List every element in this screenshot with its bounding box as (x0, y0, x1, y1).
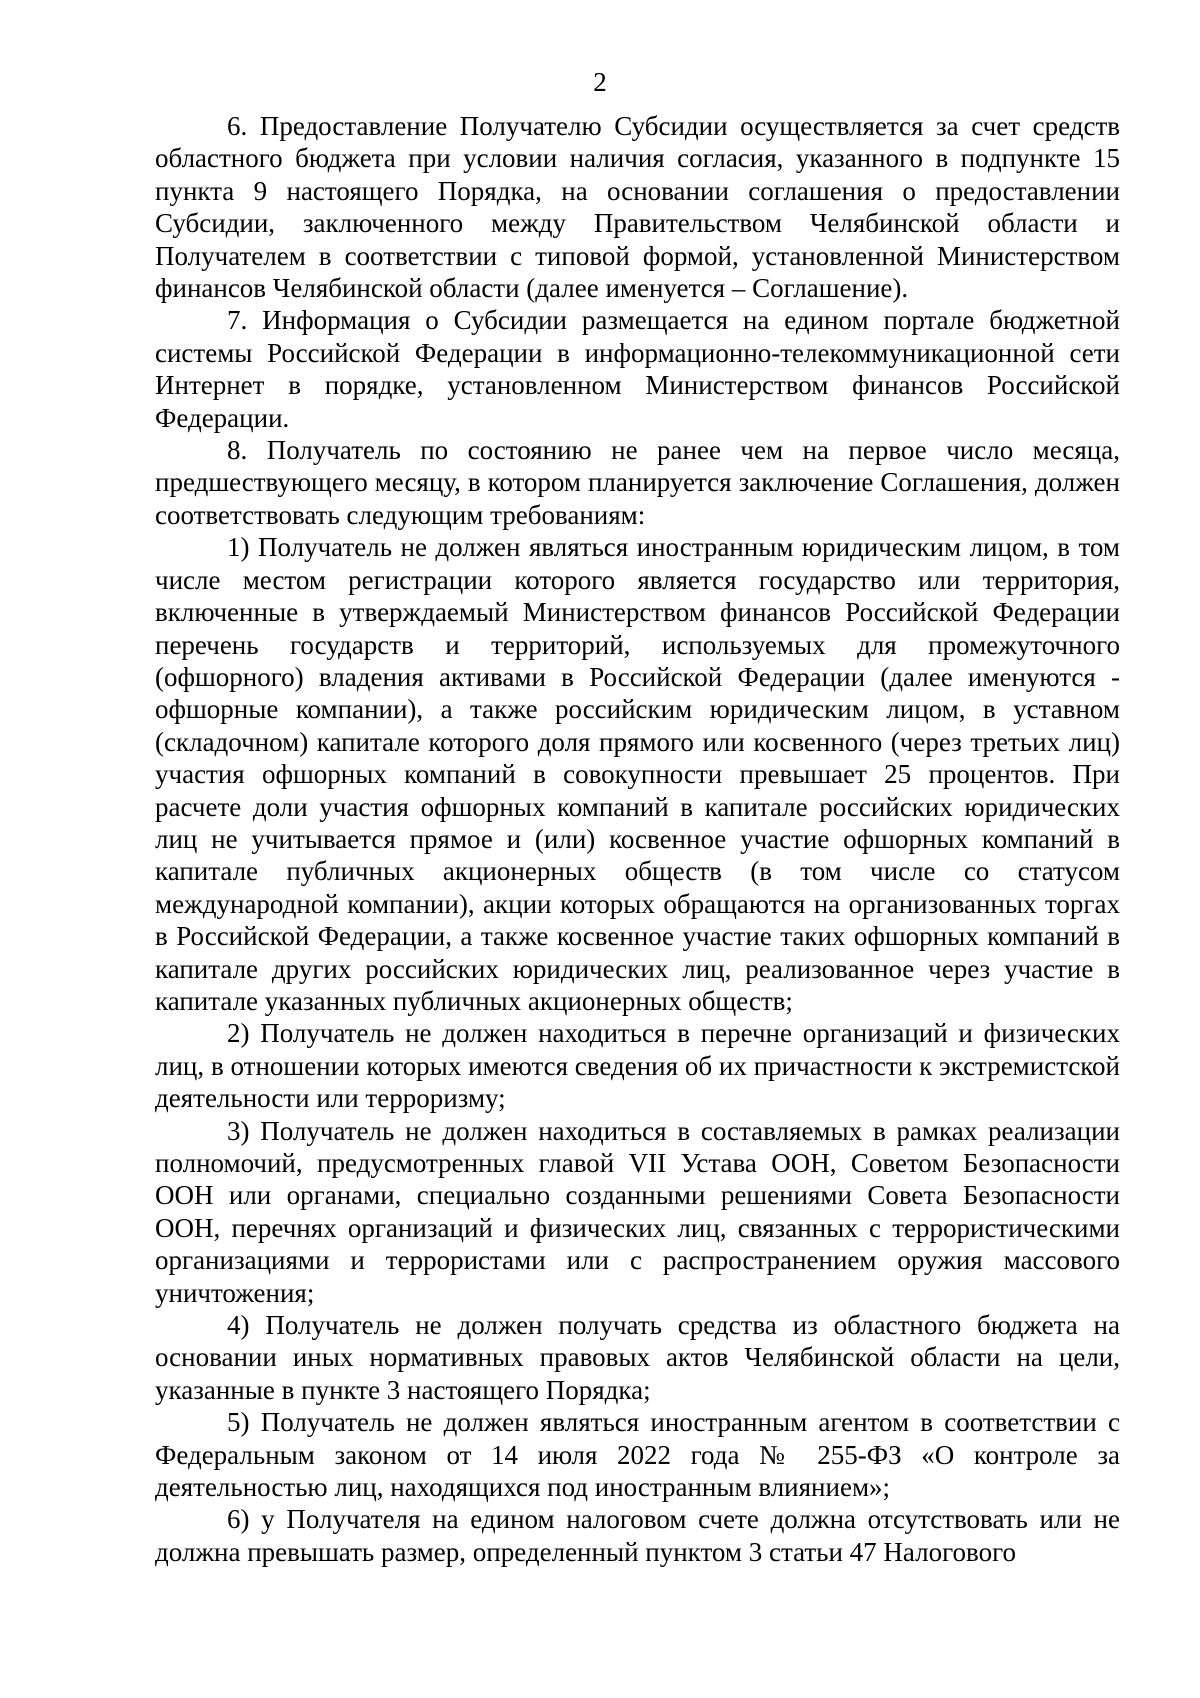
paragraph-7-information-portal: 7. Информация о Субсидии размещается на едином портале бюджетной системы Российской Федерации в информационно-телекоммуникационной сети Интернет в порядке, установленном Министерством финансов Российской Федерации. (155, 305, 1120, 433)
requirement-6-tax-debt: 6) у Получателя на едином налоговом счете должна отсутствовать или не должна превышать размер, определенный пунктом 3 статьи 47 Налогового (155, 1504, 1120, 1567)
requirement-2-extremism: 2) Получатель не должен находиться в перечне организаций и физических лиц, в отношении которых имеются сведения об их причастности к экстремистской деятельности или терроризму; (155, 1018, 1120, 1114)
paragraph-6-subsidy-provision: 6. Предоставление Получателю Субсидии осуществляется за счет средств областного бюджета при условии наличия согласия, указанного в подпункте 15 пункта 9 настоящего Порядка, на основании соглашения о предоставлении Субсидии, заключенного между Правительством Челябинской области и Получателем в соответствии с типовой формой, установленной Министерством финансов Челябинской области (далее именуется – Соглашение). (155, 111, 1120, 304)
paragraph-8-recipient-requirements: 8. Получатель по состоянию не ранее чем на первое число месяца, предшествующего месяцу, в котором планируется заключение Соглашения, должен соответствовать следующим требованиям: (155, 435, 1120, 530)
requirement-4-other-funds: 4) Получатель не должен получать средства из областного бюджета на основании иных нормативных правовых актов Челябинской области на цели, указанные в пункте 3 настоящего Порядка; (155, 1310, 1120, 1405)
requirement-1-offshore: 1) Получатель не должен являться иностранным юридическим лицом, в том числе местом регистрации которого является государство или территория, включенные в утверждаемый Министерством финансов Российской Федерации перечень государств и территорий, используемых для промежуточного (офшорного) владения активами в Российской Федерации (далее именуются - офшорные компании), а также российским юридическим лицом, в уставном (складочном) капитале которого доля прямого или косвенного (через третьих лиц) участия офшорных компаний в совокупности превышает 25 процентов. При расчете доли участия офшорных компаний в капитале российских юридических лиц не учитывается прямое и (или) косвенное участие офшорных компаний в капитале публичных акционерных обществ (в том числе со статусом международной компании), акции которых обращаются на организованных торгах в Российской Федерации, а также косвенное участие таких офшорных компаний в капитале других российских юридических лиц, реализованное через участие в капитале указанных публичных акционерных обществ; (155, 532, 1120, 1016)
document-body (155, 110, 1120, 1568)
requirement-3-un-lists: 3) Получатель не должен находиться в составляемых в рамках реализации полномочий, предусмотренных главой VII Устава ООН, Советом Безопасности ООН или органами, специально созданными решениями Совета Безопасности ООН, перечнях организаций и физических лиц, связанных с террористическими организациями и террористами или с распространением оружия массового уничтожения; (155, 1115, 1120, 1308)
page-number: 2 (593, 67, 607, 97)
requirement-5-foreign-agent: 5) Получатель не должен являться иностранным агентом в соответствии с Федеральным законом от 14 июля 2022 года № 255-ФЗ «О контроле за деятельностью лиц, находящихся под иностранным влиянием»; (155, 1407, 1120, 1503)
